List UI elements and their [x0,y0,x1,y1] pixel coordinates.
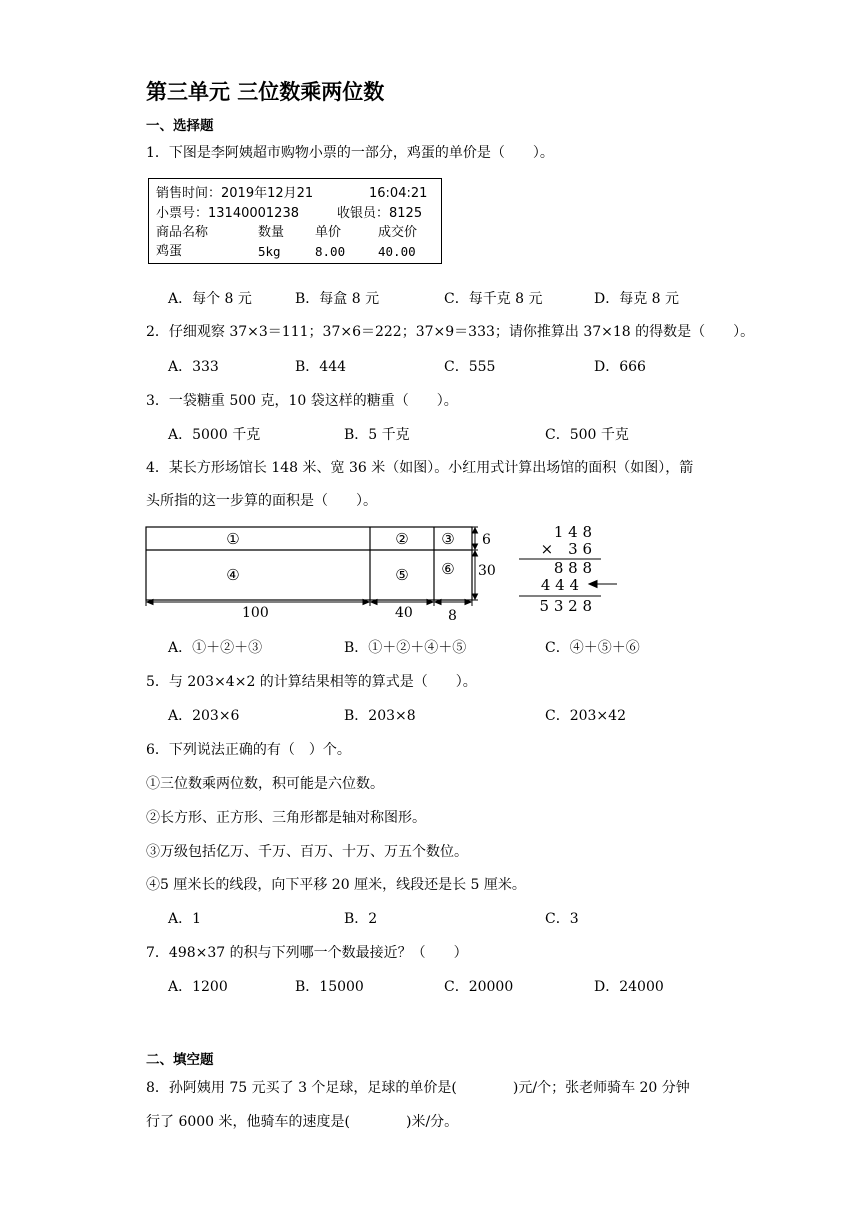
q5-option-a[interactable]: A．203×6 [168,708,240,724]
width-40: 40 [395,605,413,621]
q6-statement-2: ②长方形、正方形、三角形都是轴对称图形。 [146,810,426,826]
page-title: 第三单元 三位数乘两位数 [146,80,385,104]
calc-partial-2: 4 4 4 [540,576,579,594]
receipt-sale-time: 销售时间：2019年12月21 [156,186,314,201]
q6-statement-1: ①三位数乘两位数，积可能是六位数。 [146,776,384,792]
q6-statement-3: ③万级包括亿万、千万、百万、十万、万五个数位。 [146,844,468,860]
q4-option-a[interactable]: A．①＋②＋③ [168,640,263,656]
q1-option-d[interactable]: D．每克 8 元 [594,291,680,307]
q5-option-b[interactable]: B．203×8 [344,708,416,724]
height-6: 6 [482,532,491,548]
question-8-line2: 行了 6000 米，他骑车的速度是( )米/分。 [146,1114,459,1130]
calc-multiplicand: 1 4 8 [553,523,592,541]
shopping-receipt [148,178,442,264]
q6-statement-4: ④5 厘米长的线段，向下平移 20 厘米，线段还是长 5 厘米。 [146,877,526,893]
q7-option-c[interactable]: C．20000 [444,979,514,995]
receipt-header-total: 成交价 [378,225,418,240]
q1-option-b[interactable]: B．每盒 8 元 [295,291,380,307]
q4-option-b[interactable]: B．①＋②＋④＋⑤ [344,640,467,656]
receipt-header-price: 单价 [315,225,342,240]
calc-multiplier: × 3 6 [540,540,592,558]
rectangle-area-figure [140,520,500,624]
q7-option-a[interactable]: A．1200 [168,979,228,995]
q2-option-d[interactable]: D．666 [594,359,646,375]
receipt-item-name: 鸡蛋 [156,244,183,259]
cell-3: ③ [441,530,455,548]
cell-2: ② [395,530,409,548]
q5-option-c[interactable]: C．203×42 [545,708,626,724]
q3-option-a[interactable]: A．5000 千克 [168,427,261,443]
receipt-item-price: 8.00 [315,244,346,259]
q6-option-c[interactable]: C．3 [545,911,579,927]
receipt-item-total: 40.00 [378,244,416,259]
q7-option-b[interactable]: B．15000 [295,979,364,995]
receipt-header-name: 商品名称 [156,225,209,240]
calc-partial-1: 8 8 8 [553,559,592,577]
cell-6: ⑥ [441,560,455,578]
q7-option-d[interactable]: D．24000 [594,979,664,995]
section-heading-choice: 一、选择题 [146,118,214,134]
q6-option-a[interactable]: A．1 [168,911,202,927]
question-2-text: 2．仔细观察 37×3＝111；37×6＝222；37×9＝333；请你推算出 37×18 的得数是（ ）。 [146,324,755,340]
q2-option-b[interactable]: B．444 [295,359,347,375]
calc-result: 5 3 2 8 [539,597,592,615]
question-4-text-line2: 头所指的这一步算的面积是（ ）。 [146,493,377,509]
q1-option-c[interactable]: C．每千克 8 元 [444,291,543,307]
receipt-clock-time: 16:04:21 [369,186,428,201]
question-1-text: 1．下图是李阿姨超市购物小票的一部分，鸡蛋的单价是（ ）。 [146,145,554,161]
question-8-line1: 8．孙阿姨用 75 元买了 3 个足球，足球的单价是( )元/个；张老师骑车 20 分钟 [146,1080,690,1096]
width-100: 100 [242,605,269,621]
q6-option-b[interactable]: B．2 [344,911,378,927]
cell-5: ⑤ [395,566,409,584]
vertical-multiplication [515,522,625,614]
question-5-text: 5．与 203×4×2 的计算结果相等的算式是（ ）。 [146,674,477,690]
receipt-ticket-number: 小票号：13140001238 [156,206,299,221]
question-3-text: 3．一袋糖重 500 克，10 袋这样的糖重（ ）。 [146,393,458,409]
q1-option-a[interactable]: A．每个 8 元 [168,291,252,307]
height-30: 30 [478,563,496,579]
cell-4: ④ [226,566,240,584]
q4-option-c[interactable]: C．④＋⑤＋⑥ [545,640,640,656]
q2-option-a[interactable]: A．333 [168,359,219,375]
receipt-item-qty: 5kg [258,244,281,259]
cell-1: ① [226,530,240,548]
question-6-text: 6．下列说法正确的有（ ）个。 [146,742,351,758]
q2-option-c[interactable]: C．555 [444,359,496,375]
q3-option-b[interactable]: B．5 千克 [344,427,410,443]
question-7-text: 7．498×37 的积与下列哪一个数最接近？（ ） [146,945,468,961]
section-heading-fill: 二、填空题 [146,1052,214,1068]
receipt-cashier: 收银员：8125 [337,206,423,221]
question-4-text-line1: 4．某长方形场馆长 148 米、宽 36 米（如图）。小红用式计算出场馆的面积（如图），箭 [146,460,694,476]
width-8: 8 [448,608,457,624]
receipt-header-qty: 数量 [258,225,285,240]
q3-option-c[interactable]: C．500 千克 [545,427,629,443]
